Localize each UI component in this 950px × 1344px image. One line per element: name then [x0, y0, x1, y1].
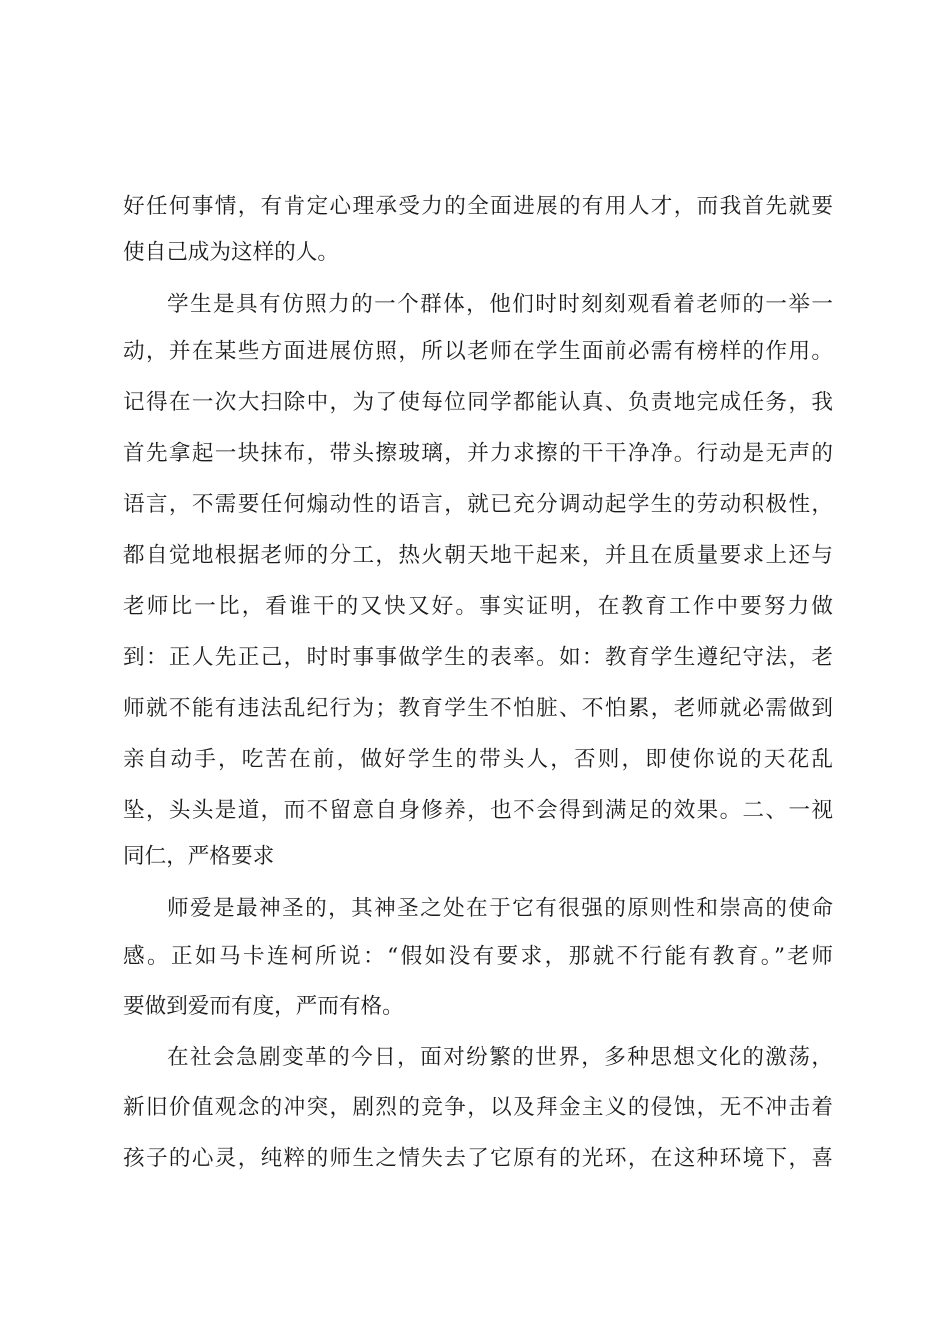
text-line: 师就不能有违法乱纪行为；教育学生不怕脏、不怕累，老师就必需做到 — [123, 696, 833, 721]
text-line: 都自觉地根据老师的分工，热火朝天地干起来，并且在质量要求上还与 — [123, 543, 833, 568]
text-line: 孩子的心灵，纯粹的师生之情失去了它原有的光环，在这种环境下，喜 — [123, 1146, 833, 1171]
text-line: 感。正如马卡连柯所说：“假如没有要求，那就不行能有教育。”老师 — [123, 944, 833, 969]
text-line: 首先拿起一块抹布，带头擦玻璃，并力求擦的干干净净。行动是无声的 — [123, 441, 833, 466]
paragraph-first-line: 学生是具有仿照力的一个群体，他们时时刻刻观看着老师的一举一 — [167, 292, 833, 317]
text-line: 老师比一比，看谁干的又快又好。事实证明，在教育工作中要努力做 — [123, 594, 833, 619]
text-line: 同仁，严格要求 — [123, 844, 275, 869]
text-line: 语言，不需要任何煽动性的语言，就已充分调动起学生的劳动积极性， — [123, 492, 833, 517]
text-line: 新旧价值观念的冲突，剧烈的竞争，以及拜金主义的侵蚀，无不冲击着 — [123, 1095, 833, 1120]
text-line: 好任何事情，有肯定心理承受力的全面进展的有用人才，而我首先就要 — [123, 194, 833, 219]
text-line: 记得在一次大扫除中，为了使每位同学都能认真、负责地完成任务，我 — [123, 390, 833, 415]
paragraph-first-line: 在社会急剧变革的今日，面对纷繁的世界，多种思想文化的激荡， — [167, 1045, 833, 1070]
text-line: 要做到爱而有度，严而有格。 — [123, 994, 404, 1019]
text-line: 使自己成为这样的人。 — [123, 240, 339, 265]
text-line: 到：正人先正己，时时事事做学生的表率。如：教育学生遵纪守法，老 — [123, 645, 833, 670]
text-line: 动，并在某些方面进展仿照，所以老师在学生面前必需有榜样的作用。 — [123, 339, 833, 364]
text-line: 坠，头头是道，而不留意自身修养，也不会得到满足的效果。二、一视 — [123, 798, 833, 823]
paragraph-first-line: 师爱是最神圣的，其神圣之处在于它有很强的原则性和崇高的使命 — [167, 896, 833, 921]
text-line: 亲自动手，吃苦在前，做好学生的带头人，否则，即使你说的天花乱 — [123, 747, 833, 772]
